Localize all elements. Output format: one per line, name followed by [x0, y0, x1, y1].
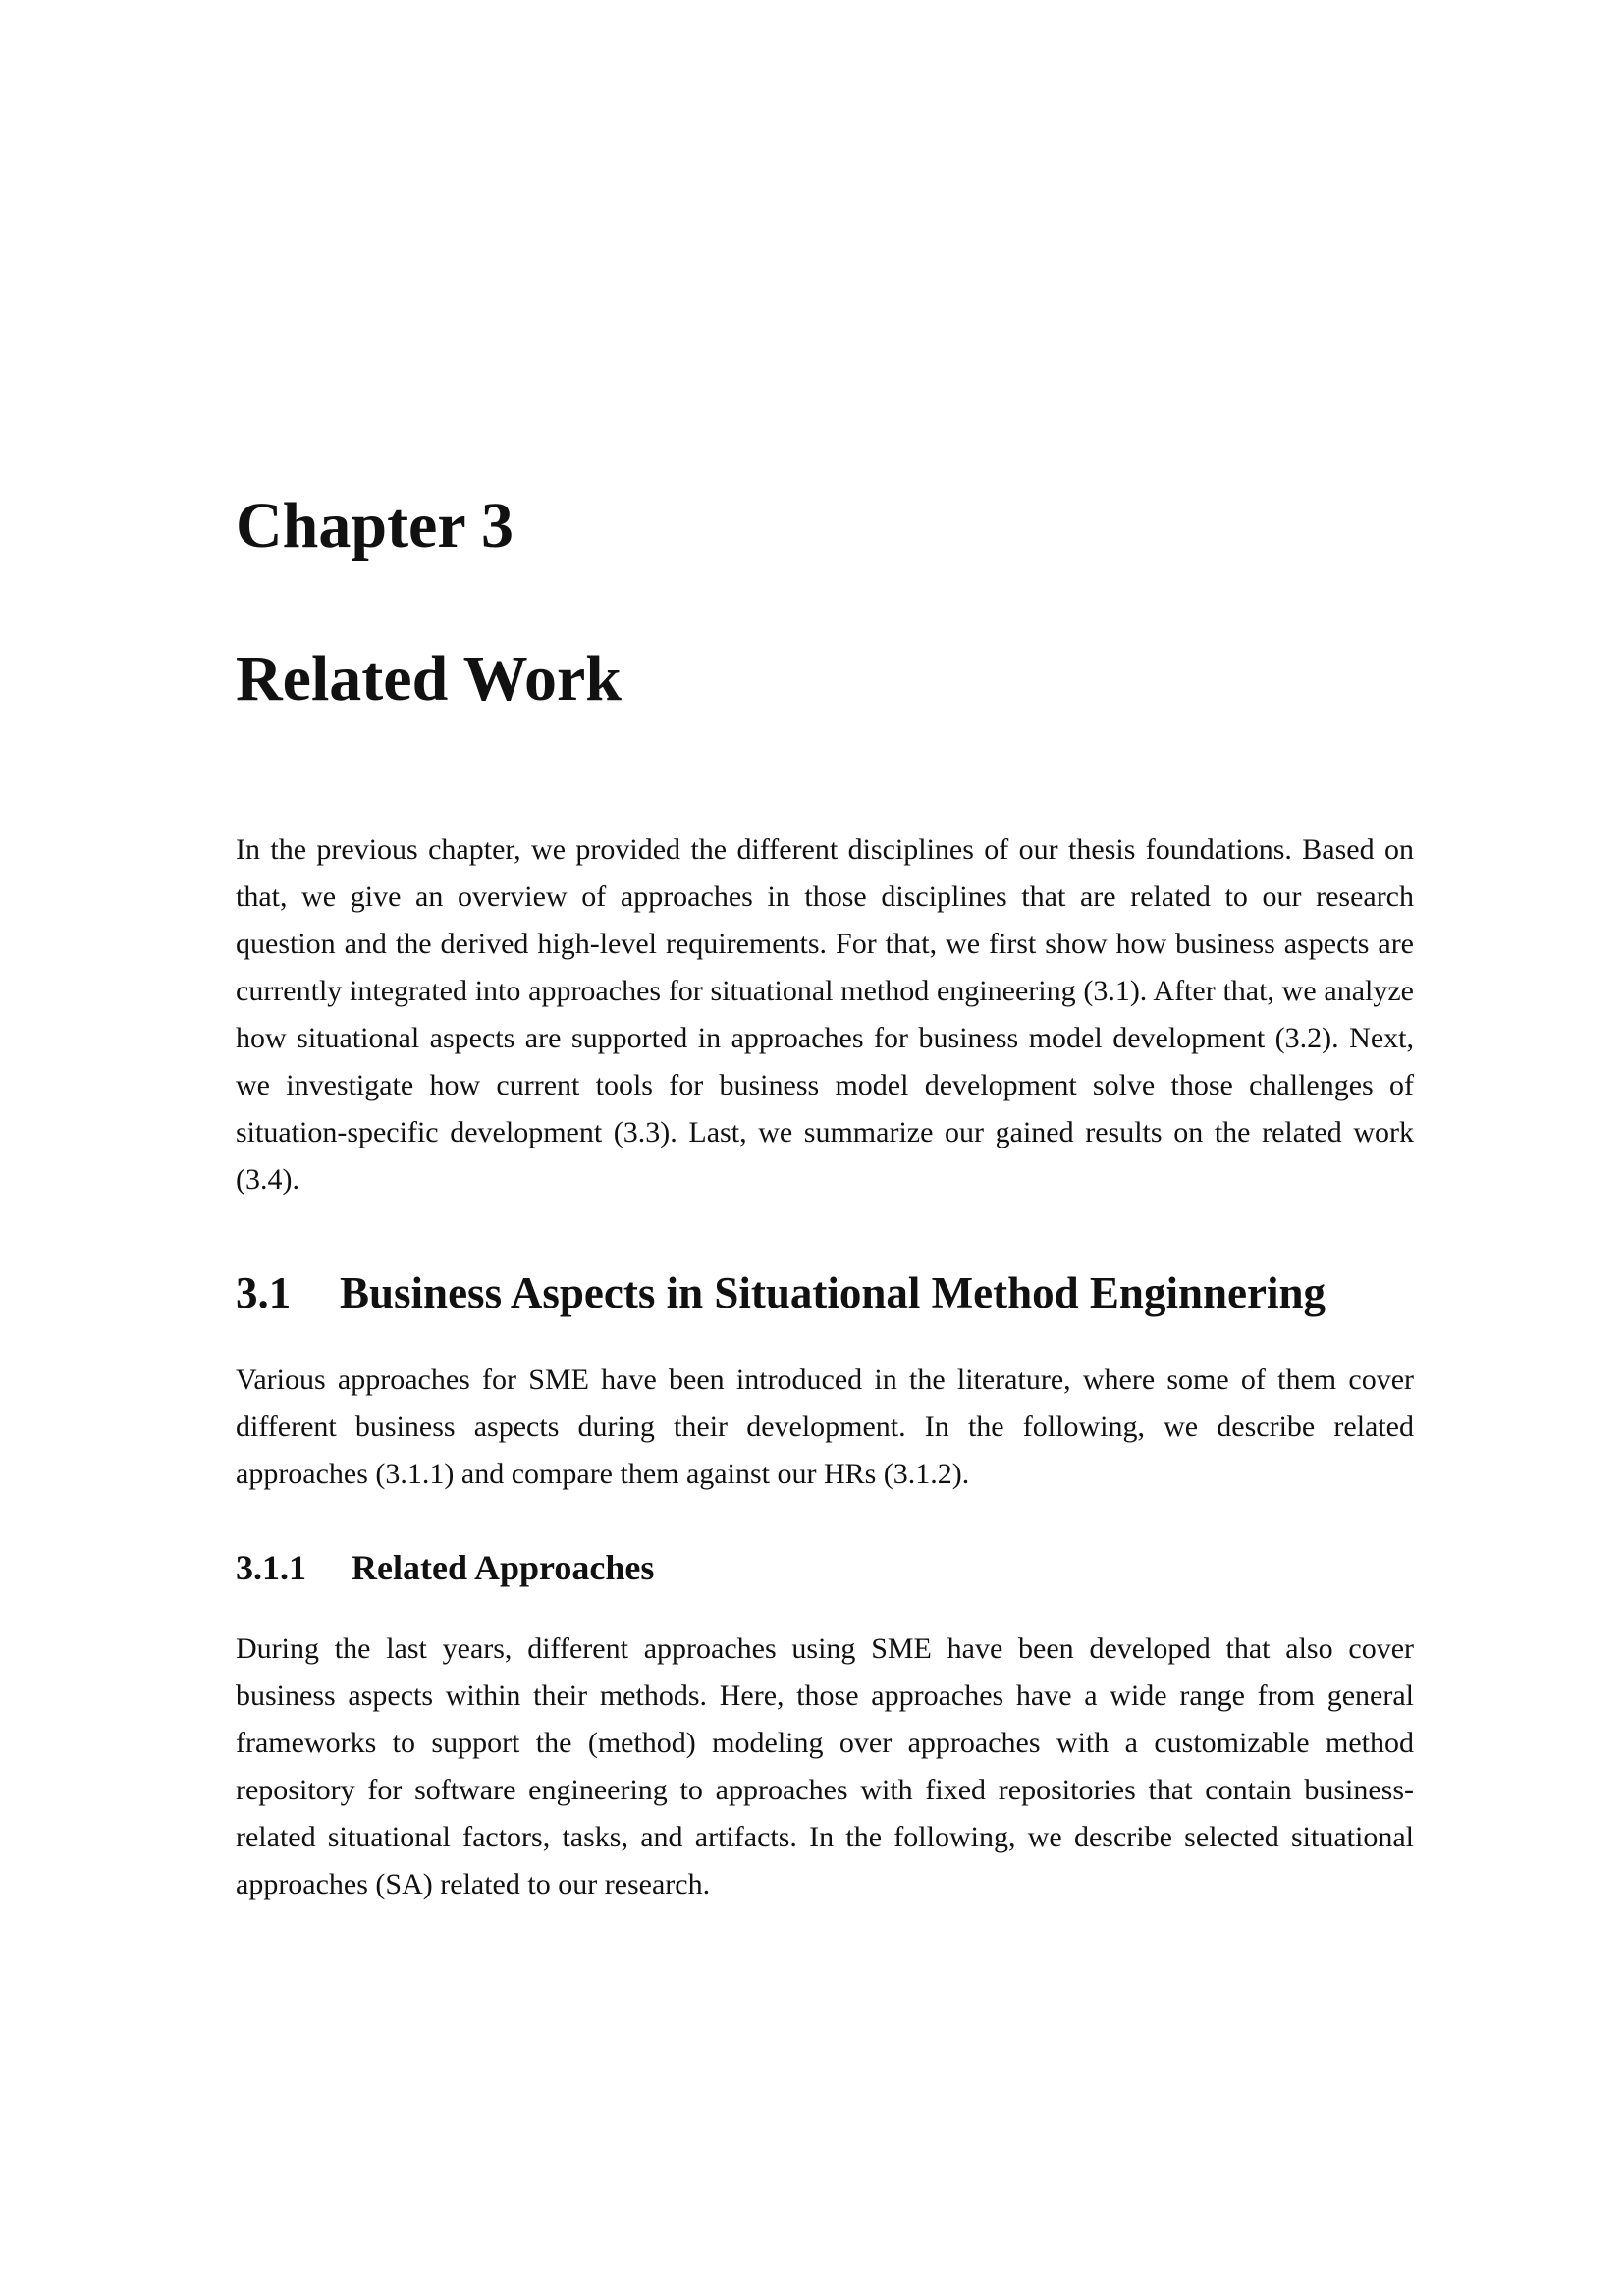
subsection-number: 3.1.1 — [236, 1548, 306, 1587]
section-heading — [236, 1266, 1414, 1319]
subsection-title: Related Approaches — [352, 1548, 655, 1587]
intro-paragraph: In the previous chapter, we provided the different disciplines of our thesis foundations. Based on that, we give an overview of approaches in those disciplines that are related to our research question and the derived high-level requirements. For that, we first show how business aspects are currently integrated into approaches for situational method engineering (3.1). After that, we analyze how situational aspects are supported in approaches for business model development (3.2). Next, we investigate how current tools for business model development solve those challenges of situation-specific development (3.3). Last, we summarize our gained results on the related work (3.4). — [236, 833, 1414, 1196]
section-paragraph: Various approaches for SME have been introduced in the literature, where some of them cover different business aspects during their development. In the following, we describe related approaches (3.1.1) and compare them against our HRs (3.1.2). — [236, 1363, 1414, 1490]
chapter-title: Related Work — [236, 643, 622, 715]
subsection-paragraph: During the last years, different approaches using SME have been developed that also cover business aspects within their methods. Here, those approaches have a wide range from general frameworks to support the (method) modeling over approaches with a customizable method repository for software engineering to approaches with fixed repositories that contain business-related situational factors, tasks, and artifacts. In the following, we describe selected situational approaches (SA) related to our research. — [236, 1632, 1414, 1900]
section-number: 3.1 — [236, 1268, 292, 1317]
chapter-label: Chapter 3 — [236, 490, 514, 561]
section-title: Business Aspects in Situational Method Enginnering — [340, 1268, 1326, 1317]
subsection-heading — [236, 1547, 1414, 1589]
